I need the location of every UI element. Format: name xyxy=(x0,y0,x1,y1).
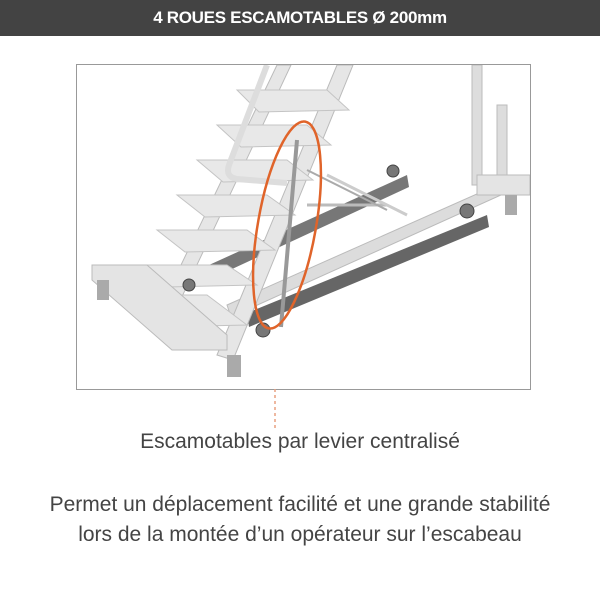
header-banner xyxy=(0,0,600,36)
product-image-frame xyxy=(76,64,531,390)
feature-description: Permet un déplacement facilité et une grande stabilité lors de la montée d’un opérateur sur l’escabeau xyxy=(49,493,551,546)
ladder-wheels-illustration xyxy=(77,65,530,389)
callout-dotted-line xyxy=(270,389,280,429)
feature-caption: Escamotables par levier centralisé xyxy=(140,430,460,453)
header-title: 4 ROUES ESCAMOTABLES Ø 200mm xyxy=(153,8,447,27)
